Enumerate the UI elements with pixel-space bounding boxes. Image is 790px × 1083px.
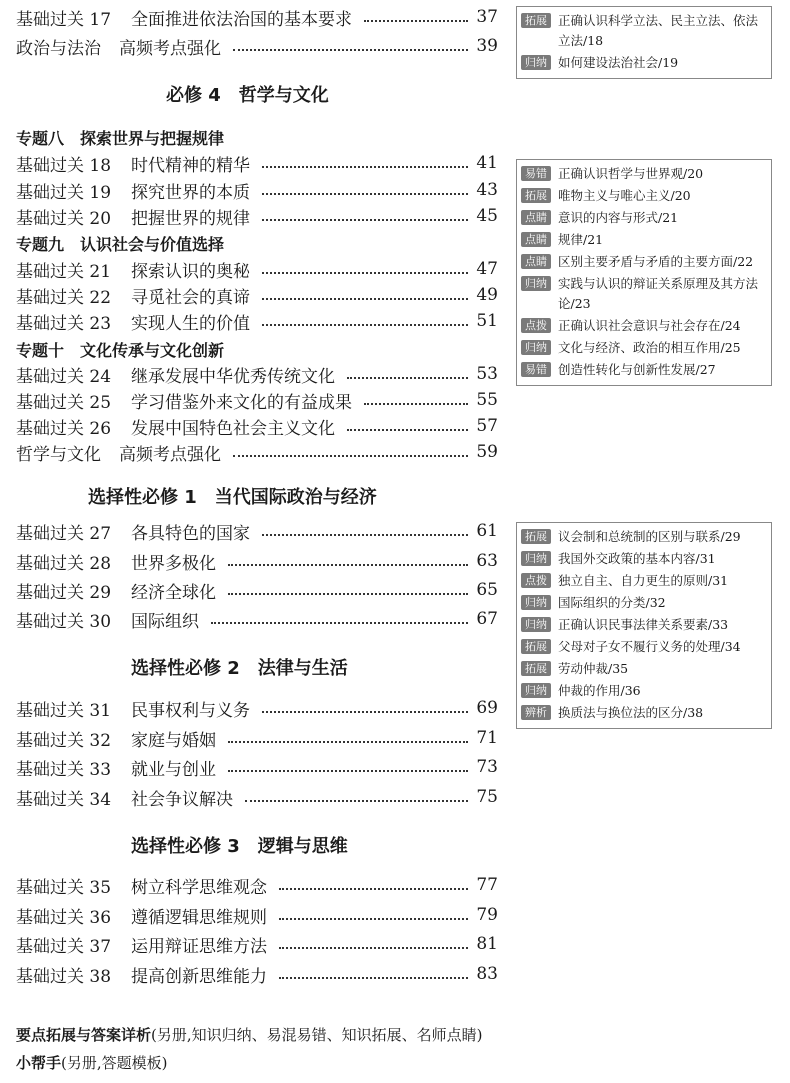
toc-row [16, 931, 498, 957]
side-note-item [521, 360, 767, 380]
toc-row-title: 树立科学思维观念 [131, 877, 267, 898]
toc-row [16, 872, 498, 898]
toc-row-leader-dots [262, 272, 468, 274]
footer-line-2 [16, 1052, 168, 1073]
toc-row [16, 577, 498, 603]
side-note-item [521, 316, 767, 336]
side-note-item [521, 681, 767, 701]
note-text: 区别主要矛盾与矛盾的主要方面/22 [558, 254, 754, 269]
note-text: 如何建设法治社会/19 [558, 55, 679, 70]
note-tag-badge: 归纳 [521, 276, 551, 291]
toc-row-leader-dots [364, 20, 468, 22]
section-title-elective-3: 选择性必修 3 逻辑与思维 [131, 836, 348, 857]
note-tag-badge: 点睛 [521, 210, 551, 225]
note-text: 议会制和总统制的区别与联系/29 [558, 529, 741, 544]
toc-row-title: 社会争议解决 [131, 789, 233, 810]
note-tag-badge: 归纳 [521, 551, 551, 566]
side-note-item [521, 549, 767, 569]
note-text: 国际组织的分类/32 [558, 595, 666, 610]
toc-row [16, 606, 498, 632]
toc-row-title: 探究世界的本质 [131, 182, 250, 203]
toc-row-code: 基础过关 29 [16, 582, 112, 603]
note-tag-badge: 归纳 [521, 683, 551, 698]
toc-row-code: 基础过关 24 [16, 366, 112, 387]
toc-row-code: 基础过关 34 [16, 789, 112, 810]
side-note-item [521, 53, 767, 73]
note-text: 换质法与换位法的区分/38 [558, 705, 704, 720]
section-title-elective-1: 选择性必修 1 当代国际政治与经济 [88, 487, 377, 508]
note-tag-badge: 点睛 [521, 254, 551, 269]
toc-row-title: 各具特色的国家 [131, 523, 250, 544]
note-tag-badge: 拓展 [521, 639, 551, 654]
toc-row-title: 遵循逻辑思维规则 [131, 907, 267, 928]
side-note-box-3 [516, 522, 772, 729]
note-tag-badge: 拓展 [521, 529, 551, 544]
toc-row-title: 就业与创业 [131, 759, 216, 780]
footer-supplement-note: (另册,知识归纳、易混易错、知识拓展、名师点睛) [151, 1026, 483, 1044]
toc-row-leader-dots [245, 800, 468, 802]
side-note-item [521, 164, 767, 184]
topic-heading-8: 专题八 探索世界与把握规律 [16, 129, 225, 148]
toc-row-title: 运用辩证思维方法 [131, 936, 267, 957]
toc-row-title: 探索认识的奥秘 [131, 261, 250, 282]
toc-row-code: 基础过关 35 [16, 877, 112, 898]
side-note-item [521, 615, 767, 635]
toc-row [16, 177, 498, 203]
toc-row-leader-dots [228, 593, 468, 595]
toc-row-code: 基础过关 23 [16, 313, 112, 334]
footer-helper-title: 小帮手 [16, 1054, 62, 1072]
toc-row [16, 4, 498, 30]
toc-row [16, 725, 498, 751]
toc-row-code: 哲学与文化 [16, 444, 101, 465]
note-tag-badge: 拓展 [521, 13, 551, 28]
side-note-item [521, 571, 767, 591]
toc-row-code: 基础过关 22 [16, 287, 112, 308]
note-text: 意识的内容与形式/21 [558, 210, 679, 225]
note-text: 正确认识社会意识与社会存在/24 [558, 318, 741, 333]
note-text: 劳动仲裁/35 [558, 661, 629, 676]
toc-row-code: 基础过关 17 [16, 9, 112, 30]
note-text: 实践与认识的辩证关系原理及其方法论/23 [558, 276, 759, 311]
toc-row [16, 695, 498, 721]
toc-row-page: 69 [476, 698, 498, 718]
footer-supplement-title: 要点拓展与答案详析 [16, 1026, 152, 1044]
toc-row-code: 基础过关 27 [16, 523, 112, 544]
toc-row-page: 63 [476, 551, 498, 571]
toc-row [16, 961, 498, 987]
toc-row-title: 世界多极化 [131, 553, 216, 574]
toc-row-leader-dots [262, 534, 468, 536]
toc-row-code: 基础过关 18 [16, 155, 112, 176]
toc-row-leader-dots [279, 918, 468, 920]
toc-row-leader-dots [279, 977, 468, 979]
toc-row-leader-dots [233, 49, 468, 51]
toc-row-code: 基础过关 31 [16, 700, 112, 721]
toc-row-title: 提高创新思维能力 [131, 966, 267, 987]
toc-row-page: 53 [476, 364, 498, 384]
toc-row [16, 439, 498, 465]
note-text: 唯物主义与唯心主义/20 [558, 188, 691, 203]
toc-row-title: 寻觅社会的真谛 [131, 287, 250, 308]
note-text: 独立自主、自力更生的原则/31 [558, 573, 729, 588]
toc-row-page: 83 [476, 964, 498, 984]
toc-row-leader-dots [228, 564, 468, 566]
side-note-item [521, 186, 767, 206]
note-tag-badge: 归纳 [521, 617, 551, 632]
toc-row-page: 51 [476, 311, 498, 331]
toc-row [16, 33, 498, 59]
side-note-box-2 [516, 159, 772, 386]
toc-row-page: 73 [476, 757, 498, 777]
toc-row-code: 政治与法治 [16, 38, 101, 59]
toc-row [16, 361, 498, 387]
note-text: 规律/21 [558, 232, 604, 247]
toc-row-leader-dots [262, 298, 468, 300]
toc-row-page: 37 [476, 7, 498, 27]
toc-row-page: 55 [476, 390, 498, 410]
toc-row [16, 518, 498, 544]
toc-row-code: 基础过关 30 [16, 611, 112, 632]
note-text: 正确认识民事法律关系要素/33 [558, 617, 729, 632]
side-note-item [521, 593, 767, 613]
toc-row-title: 经济全球化 [131, 582, 216, 603]
side-note-item [521, 11, 767, 51]
toc-row-code: 基础过关 25 [16, 392, 112, 413]
toc-row-page: 39 [476, 36, 498, 56]
toc-row-title: 把握世界的规律 [131, 208, 250, 229]
toc-row-page: 41 [476, 153, 498, 173]
toc-row-code: 基础过关 36 [16, 907, 112, 928]
toc-row-page: 57 [476, 416, 498, 436]
toc-row-title: 家庭与婚姻 [131, 730, 216, 751]
toc-row-title: 高频考点强化 [119, 444, 221, 465]
toc-row-page: 45 [476, 206, 498, 226]
toc-row-page: 67 [476, 609, 498, 629]
toc-row-code: 基础过关 28 [16, 553, 112, 574]
toc-row-code: 基础过关 37 [16, 936, 112, 957]
toc-row-code: 基础过关 32 [16, 730, 112, 751]
toc-row [16, 308, 498, 334]
note-text: 正确认识科学立法、民主立法、依法立法/18 [558, 13, 759, 48]
toc-row-leader-dots [211, 622, 468, 624]
note-text: 创造性转化与创新性发展/27 [558, 362, 716, 377]
table-of-contents [16, 0, 498, 1000]
section-title-required-4: 必修 4 哲学与文化 [166, 85, 329, 106]
toc-row-title: 时代精神的精华 [131, 155, 250, 176]
toc-row-leader-dots [364, 403, 468, 405]
toc-row-code: 基础过关 33 [16, 759, 112, 780]
toc-row-page: 75 [476, 787, 498, 807]
toc-row [16, 150, 498, 176]
toc-row [16, 784, 498, 810]
note-tag-badge: 归纳 [521, 340, 551, 355]
toc-row [16, 256, 498, 282]
toc-row-title: 高频考点强化 [119, 38, 221, 59]
toc-row-code: 基础过关 26 [16, 418, 112, 439]
note-tag-badge: 辨析 [521, 705, 551, 720]
note-text: 仲裁的作用/36 [558, 683, 641, 698]
section-title-elective-2: 选择性必修 2 法律与生活 [131, 658, 348, 679]
toc-row-leader-dots [347, 429, 468, 431]
toc-row-title: 学习借鉴外来文化的有益成果 [131, 392, 352, 413]
toc-row [16, 548, 498, 574]
footer-line-1 [16, 1024, 483, 1045]
side-note-box-1 [516, 6, 772, 79]
toc-row-page: 79 [476, 905, 498, 925]
toc-row [16, 282, 498, 308]
side-note-item [521, 338, 767, 358]
toc-row-page: 65 [476, 580, 498, 600]
toc-row [16, 203, 498, 229]
note-tag-badge: 点睛 [521, 232, 551, 247]
toc-row [16, 387, 498, 413]
note-tag-badge: 拓展 [521, 661, 551, 676]
note-tag-badge: 归纳 [521, 55, 551, 70]
toc-row-title: 全面推进依法治国的基本要求 [131, 9, 352, 30]
toc-row-leader-dots [279, 888, 468, 890]
side-note-item [521, 527, 767, 547]
footer-helper-note: (另册,答题模板) [61, 1054, 168, 1072]
toc-row-leader-dots [262, 324, 468, 326]
toc-row-page: 81 [476, 934, 498, 954]
toc-row-leader-dots [228, 741, 468, 743]
side-note-item [521, 637, 767, 657]
toc-row-title: 民事权利与义务 [131, 700, 250, 721]
toc-row-page: 61 [476, 521, 498, 541]
toc-row-page: 49 [476, 285, 498, 305]
toc-row-page: 71 [476, 728, 498, 748]
toc-row-leader-dots [228, 770, 468, 772]
note-tag-badge: 归纳 [521, 595, 551, 610]
toc-row-leader-dots [347, 377, 468, 379]
toc-row-code: 基础过关 20 [16, 208, 112, 229]
toc-row-code: 基础过关 19 [16, 182, 112, 203]
toc-row-code: 基础过关 21 [16, 261, 112, 282]
toc-row-page: 43 [476, 180, 498, 200]
toc-row [16, 902, 498, 928]
toc-row [16, 413, 498, 439]
toc-row-leader-dots [262, 166, 468, 168]
toc-row-leader-dots [262, 711, 468, 713]
toc-row-title: 继承发展中华优秀传统文化 [131, 366, 335, 387]
toc-row-code: 基础过关 38 [16, 966, 112, 987]
toc-row-leader-dots [262, 219, 468, 221]
note-tag-badge: 易错 [521, 362, 551, 377]
toc-row-page: 77 [476, 875, 498, 895]
note-text: 正确认识哲学与世界观/20 [558, 166, 704, 181]
toc-row-page: 59 [476, 442, 498, 462]
note-tag-badge: 点拨 [521, 573, 551, 588]
side-note-item [521, 252, 767, 272]
toc-row-title: 发展中国特色社会主义文化 [131, 418, 335, 439]
note-text: 文化与经济、政治的相互作用/25 [558, 340, 741, 355]
side-note-item [521, 208, 767, 228]
side-note-item [521, 230, 767, 250]
note-text: 我国外交政策的基本内容/31 [558, 551, 716, 566]
toc-row-title: 国际组织 [131, 611, 199, 632]
toc-row-page: 47 [476, 259, 498, 279]
note-tag-badge: 拓展 [521, 188, 551, 203]
toc-row [16, 754, 498, 780]
note-tag-badge: 点拨 [521, 318, 551, 333]
toc-row-title: 实现人生的价值 [131, 313, 250, 334]
side-note-item [521, 274, 767, 314]
side-note-item [521, 659, 767, 679]
topic-heading-10: 专题十 文化传承与文化创新 [16, 341, 225, 360]
topic-heading-9: 专题九 认识社会与价值选择 [16, 235, 225, 254]
toc-row-leader-dots [262, 193, 468, 195]
toc-row-leader-dots [279, 947, 468, 949]
toc-row-leader-dots [233, 455, 468, 457]
note-tag-badge: 易错 [521, 166, 551, 181]
side-note-item [521, 703, 767, 723]
note-text: 父母对子女不履行义务的处理/34 [558, 639, 741, 654]
